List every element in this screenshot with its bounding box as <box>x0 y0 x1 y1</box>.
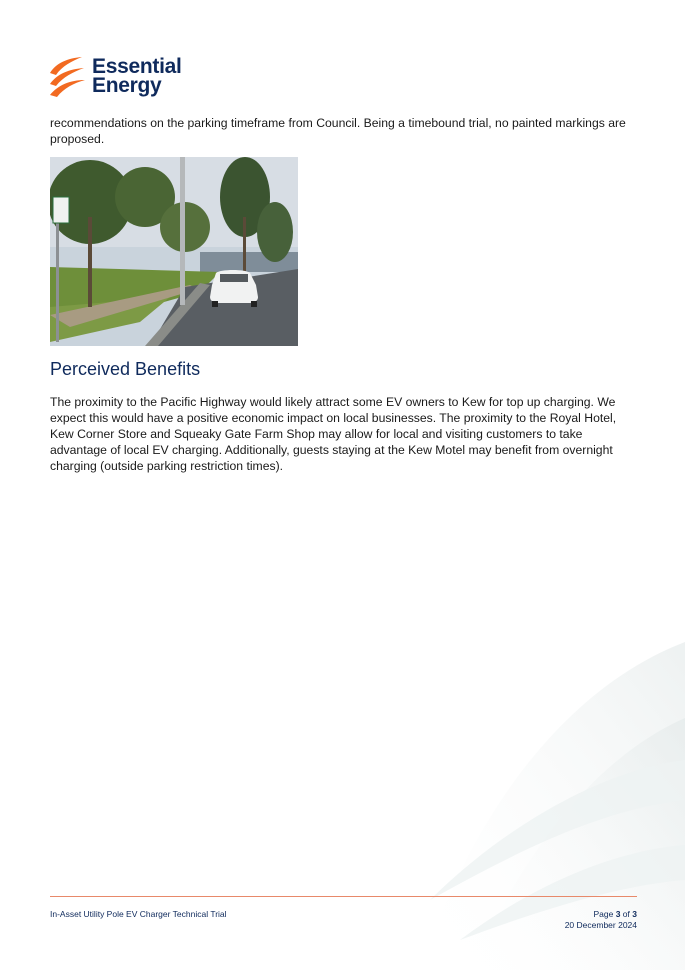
logo-word-essential: Essential <box>92 55 182 78</box>
page-of: of <box>622 909 630 919</box>
logo-word-energy: Energy <box>92 74 162 97</box>
footer-divider <box>50 896 637 897</box>
page-label: Page <box>593 909 614 919</box>
page-total: 3 <box>632 909 637 919</box>
footer-document-title: In-Asset Utility Pole EV Charger Technical Trial <box>50 909 227 919</box>
footer-date: 20 December 2024 <box>564 920 637 930</box>
benefits-paragraph: The proximity to the Pacific Highway would likely attract some EV owners to Kew for top up charging. We expect this would have a positive economic impact on local businesses. The proximity to the Royal Hotel, Kew Corner Store and Squeaky Gate Farm Shop may allow for local and visiting customers to take advantage of local EV charging. Additionally, guests staying at the Kew Motel may benefit from overnight charging (outside parking restriction times). <box>50 395 617 473</box>
footer-page-info <box>565 909 637 931</box>
photo-street-ev-parking <box>50 157 298 346</box>
page-number <box>565 909 637 920</box>
intro-paragraph: recommendations on the parking timeframe from Council. Being a timebound trial, no painted markings are proposed. <box>50 116 626 146</box>
essential-energy-logo <box>48 55 182 97</box>
page-current: 3 <box>615 909 621 919</box>
section-heading-perceived-benefits: Perceived Benefits <box>50 359 201 379</box>
logo-flame-icon <box>48 55 86 97</box>
